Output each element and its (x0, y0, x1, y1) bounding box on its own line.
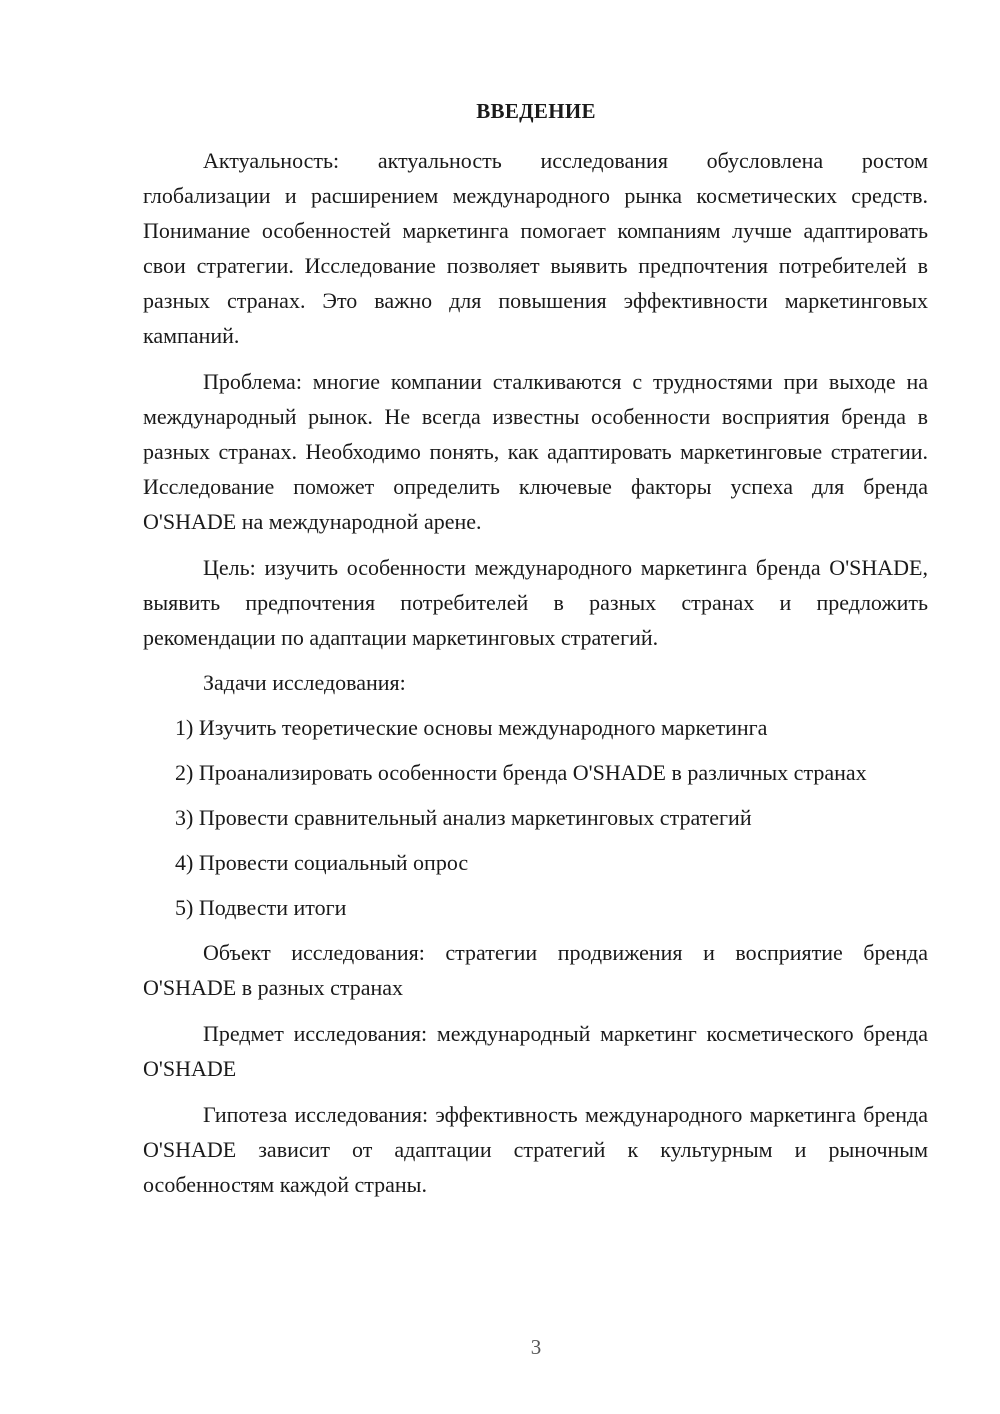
paragraph-subject: Предмет исследования: международный маркетинг косметического бренда O'SHADE (143, 1021, 928, 1081)
paragraph-object: Объект исследования: стратегии продвижения и восприятие бренда O'SHADE в разных странах (143, 940, 928, 1000)
paragraph-relevance: Актуальность: актуальность исследования обусловлена ростом глобализации и расширением международного рынка косметических средств. Понимание особенностей маркетинга помогает компаниям лучше адаптировать свои стратегии. Исследование позволяет выявить предпочтения потребителей в разных странах. Это важно для повышения эффективности маркетинговых кампаний. (143, 148, 928, 348)
task-item-3: 3) Провести сравнительный анализ маркетинговых стратегий (175, 805, 752, 830)
paragraph-goal: Цель: изучить особенности международного маркетинга бренда O'SHADE, выявить предпочтения потребителей в разных странах и предложить рекомендации по адаптации маркетинговых стратегий. (143, 555, 928, 650)
section-title: ВВЕДЕНИЕ (476, 99, 596, 123)
task-item-1: 1) Изучить теоретические основы международного маркетинга (175, 715, 768, 740)
paragraph-problem: Проблема: многие компании сталкиваются с трудностями при выходе на международный рынок. Не всегда известны особенности восприятия бренда в разных странах. Необходимо понять, как адаптировать маркетинговые стратегии. Исследование поможет определить ключевые факторы успеха для бренда O'SHADE на международной арене. (143, 369, 928, 534)
task-item-5: 5) Подвести итоги (175, 895, 347, 920)
paragraph-tasks-heading: Задачи исследования: (203, 670, 406, 695)
task-item-4: 4) Провести социальный опрос (175, 850, 469, 875)
paragraph-hypothesis: Гипотеза исследования: эффективность международного маркетинга бренда O'SHADE зависит от адаптации стратегий к культурным и рыночным особенностям каждой страны. (143, 1102, 928, 1197)
task-item-2: 2) Проанализировать особенности бренда O'SHADE в различных странах (175, 760, 867, 785)
document-body (143, 143, 928, 1202)
page-number: 3 (530, 1335, 542, 1359)
